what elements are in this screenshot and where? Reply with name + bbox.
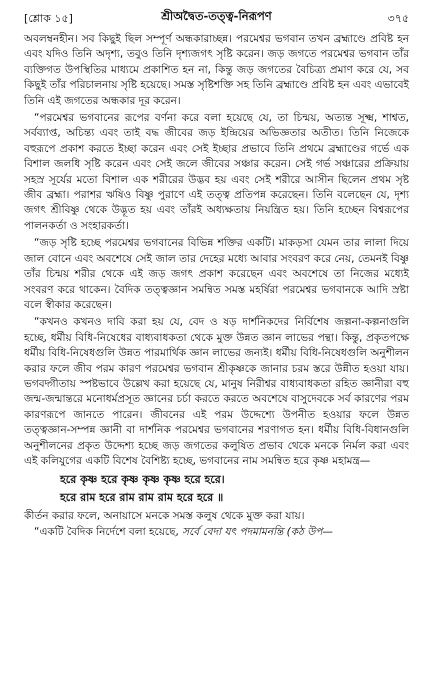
- paragraph-4: “কখনও কখনও দাবি করা হয় যে, বেদ ও ষড় দার্শনিকদের নির্বিশেষ জল্পনা-কল্পনাগুলি হচ্ছে, ধর্মীয় বিধি-নিষেধের বাধ্যবাধকতা থেকে মুক্ত উন্নত জ্ঞান লাভের পন্থা। কিন্তু, প্রকৃতপক্ষে ধর্মীয় বিধি-নিষেধগুলি উন্নত পারমার্থিক জ্ঞান লাভের জন্যই। ধর্মীয় বিধি-নিষেধগুলি অনুশীলন করার ফলে জীব পরম কারণ পরমেশ্বর ভগবান শ্রীকৃষ্ণকে জানার চরম স্তরে উন্নীত হওয়া যায়। ভগবদ্গীতায় স্পষ্টভাবে উল্লেখ করা হয়েছে যে, মানুষ নিরীশ্বর বাধ্যবাধকতা রহিত জ্ঞানীরা বহু জন্ম-জন্মান্তরে মনোধর্মপ্রসূত জ্ঞানের চর্চা করতে করতে অবশেষে বাসুদেবকে সর্ব কারণের পরম কারণরূপে জানতে পারেন। জীবনের এই পরম উদ্দেশ্যে উপনীত হওয়ার ফলে উন্নত তত্ত্বজ্ঞান-সম্পন্ন জ্ঞানী বা দার্শনিক পরমেশ্বর ভগবানের শরণাগত হন। ধর্মীয় বিধি-বিধানগুলি অনুশীলনের প্রকৃত উদ্দেশ্য হচ্ছে জড় জগতের কলুষিত প্রভাব থেকে মনকে নির্মল করা এবং এই কলিযুগের একটি বিশেষ বৈশিষ্ট্য হচ্ছে, ভগবানের নাম সমন্বিত হরে কৃষ্ণ মহামন্ত্র—: [24, 316, 409, 467]
- paragraph-1: অবলম্বনহীন। সব কিছুই ছিল সম্পূর্ণ অন্ধকারাচ্ছন্ন। পরমেশ্বর ভগবান তখন ব্রহ্মাণ্ডে প্রবিষ্ট হন এবং যদিও তিনি অদৃশ্য, তবুও তিনি দৃশ্যজগৎ সৃষ্টি করেন। জড় জগতে পরমেশ্বর ভগবান তাঁর ব্যক্তিগত উপস্থিতির মাধ্যমে প্রকাশিত হন না, কিন্তু জড় জগতের বৈচিত্র্য প্রমাণ করে যে, সব কিছুই তাঁর পরিচালনায় সৃষ্টি হয়েছে। সমস্ত সৃষ্টিশক্তি সহ তিনি ব্রহ্মাণ্ডে প্রবিষ্ট হন এবং এভাবেই তিনি এই জগতের অন্ধকার দূর করেন।: [24, 33, 409, 107]
- mantra-line-1: হরে কৃষ্ণ হরে কৃষ্ণ কৃষ্ণ কৃষ্ণ হরে হরে।: [60, 473, 225, 487]
- page-body: [24, 32, 409, 540]
- paragraph-2: “পরমেশ্বর ভগবানের রূপের বর্ণনা করে বলা হয়েছে যে, তা চিন্ময়, অত্যন্ত সূক্ষ্ম, শাশ্বত, সর্বব্যাপ্ত, অচিন্ত্য এবং তাই বদ্ধ জীবের জড় ইন্দ্রিয়ের অভিজ্ঞতার অতীত। তিনি নিজেকে বহুরূপে প্রকাশ করতে ইচ্ছা করেন এবং সেই ইচ্ছার প্রভাবে তিনি প্রথমে ব্রহ্মাণ্ডের গর্ভে এক বিশাল জলধি সৃষ্টি করেন এবং সেই জলে জীবের সঞ্চার করেন। সেই গর্ভ সঞ্চারের প্রক্রিয়ায় সহস্র সূর্যের মতো বিশাল এক শরীরের উদ্ভব হয় এবং সেই শরীরে আসীন ছিলেন প্রথম সৃষ্ট জীব ব্রহ্মা। পরাশর ঋষিও বিষ্ণু পুরাণে এই তত্ত্ব প্রতিপন্ন করেছেন। তিনি বলেছেন যে, দৃশ্য জগৎ শ্রীবিষ্ণু থেকে উদ্ভূত হয় এবং তাঁরই অধ্যক্ষতায় নিয়ন্ত্রিত হয়। তিনি হচ্ছেন বিশ্বরূপের পালনকর্তা ও সংহারকর্তা।: [24, 112, 409, 232]
- mantra-line-2: হরে রাম হরে রাম রাম রাম হরে হরে ॥: [60, 491, 224, 505]
- page-number: ৩৭৫: [387, 12, 409, 25]
- last-paragraph: [24, 525, 409, 540]
- paragraph-3: “জড় সৃষ্টি হচ্ছে পরমেশ্বর ভগবানের বিভিন্ন শক্তির একটি। মাকড়সা যেমন তার লালা দিয়ে জাল বোনে এবং অবশেষে সেই জাল তার দেহের মধ্যে আবার সংবরণ করে নেয়, তেমনই বিষ্ণু তাঁর চিন্ময় শরীর থেকে এই জড় জগৎ প্রকাশ করেছেন এবং অবশেষে তা নিজের মধ্যেই সংবরণ করে থাকেন। বৈদিক তত্ত্বজ্ঞান সমন্বিত সমস্ত মহর্ষিরা পরমেশ্বর ভগবানকে আদি স্রষ্টা বলে স্বীকার করেছেন।: [24, 237, 409, 311]
- verse-label: [শ্লোক ১৫]: [24, 12, 73, 25]
- vedic-quote: সর্বে বেদা যৎ পদমামনন্তি (কঠ উপ—: [182, 525, 333, 538]
- last-line-text: “একটি বৈদিক নির্দেশে বলা হয়েছে,: [34, 525, 179, 538]
- page-header: [24, 6, 409, 26]
- after-mantra-text: কীর্তন করার ফলে, অনায়াসে মনকে সমস্ত কলুষ থেকে মুক্ত করা যায়।: [24, 510, 305, 523]
- maha-mantra: [24, 471, 409, 507]
- chapter-title: শ্রীঅদ্বৈত-তত্ত্ব-নিরূপণ: [161, 9, 272, 23]
